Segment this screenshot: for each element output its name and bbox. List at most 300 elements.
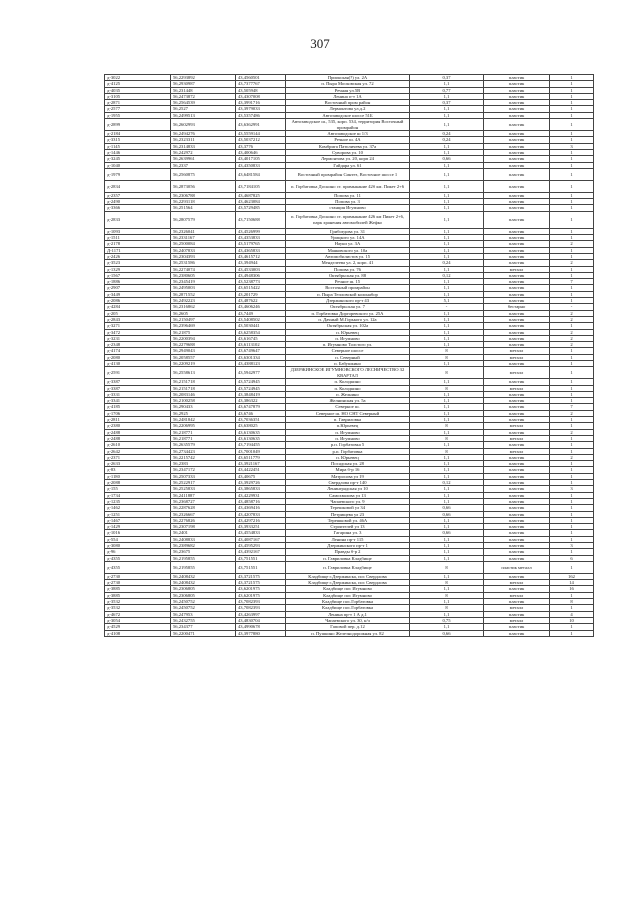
cell-count: 1 [550, 360, 594, 366]
cell-site-code: д-3231 [105, 335, 171, 341]
cell-volume: 1,1 [410, 335, 484, 341]
cell-latitude: 56,2408432 [171, 580, 236, 586]
cell-longitude: 43,4990678 [236, 624, 286, 630]
cell-material: пластик [484, 454, 550, 460]
cell-address: Гагарина ул. 3 [286, 530, 410, 536]
cell-site-code: д-554 [105, 536, 171, 542]
cell-longitude: 43,6511779 [236, 454, 286, 460]
cell-address: Речное ш. 15 [286, 279, 410, 285]
cell-count: 1 [550, 192, 594, 198]
cell-address: п. Гавриловка Кладбище [286, 561, 410, 573]
cell-longitude: 43,7449 [236, 310, 286, 316]
cell-count: 1 [550, 624, 594, 630]
cell-site-code: д-2833 [105, 211, 171, 228]
cell-longitude: 43,6201975 [236, 586, 286, 592]
cell-latitude: 56,251564 [171, 205, 236, 211]
cell-count: 1 [550, 417, 594, 423]
cell-latitude: 56,2368727 [171, 498, 236, 504]
cell-longitude: 43,4858716 [236, 498, 286, 504]
cell-site-code: д-1016 [105, 530, 171, 536]
cell-count: 2 [550, 335, 594, 341]
cell-site-code: д-1180 [105, 473, 171, 479]
table-body [105, 75, 594, 637]
cell-address: Восточный промрайон Синтез, Восточное шоссе 1 [286, 168, 410, 180]
cell-count: 1 [550, 298, 594, 304]
cell-material: пластик [484, 310, 550, 316]
cell-material: пластик [484, 599, 550, 605]
table-row [105, 241, 594, 247]
cell-latitude: 56,2411887 [171, 492, 236, 498]
cell-latitude: 56,2323311 [171, 137, 236, 143]
cell-count: 1 [550, 137, 594, 143]
cell-longitude: 43,7036351 [236, 417, 286, 423]
cell-volume: 8 [410, 348, 484, 354]
cell-volume: 8 [410, 367, 484, 379]
table-row [105, 260, 594, 266]
cell-material: металл [484, 592, 550, 598]
cell-material: пластик [484, 442, 550, 448]
table-row [105, 279, 594, 285]
cell-volume: 1,1 [410, 342, 484, 348]
cell-site-code: д-3532 [105, 605, 171, 611]
table-row [105, 266, 594, 272]
cell-volume: 1,1 [410, 199, 484, 205]
cell-volume: 1,1 [410, 228, 484, 234]
cell-longitude: 43,4229931 [236, 492, 286, 498]
cell-latitude: 56,2151718 [171, 385, 236, 391]
cell-material: пластик [484, 549, 550, 555]
cell-address: станция Игумново [286, 205, 410, 211]
cell-volume: 8 [410, 448, 484, 454]
cell-longitude: 43,4687825 [236, 192, 286, 198]
cell-volume: 1,1 [410, 291, 484, 297]
container-sites-table [104, 74, 594, 637]
cell-longitude: 43,5559144 [236, 131, 286, 137]
cell-material: пластик [484, 298, 550, 304]
cell-site-code: д-3885 [105, 592, 171, 598]
cell-latitude: 56,2337 [171, 162, 236, 168]
cell-latitude: 56,2195855 [171, 555, 236, 561]
cell-count: 2 [550, 342, 594, 348]
cell-material: пластик [484, 205, 550, 211]
cell-site-code: д-4130 [105, 360, 171, 366]
cell-latitude: 56,2150497 [171, 316, 236, 322]
cell-longitude: 43,4388123 [236, 360, 286, 366]
cell-latitude: 56,2450752 [171, 605, 236, 611]
cell-count: 1 [550, 81, 594, 87]
cell-count: - [550, 304, 594, 310]
cell-volume: 1,1 [410, 241, 484, 247]
cell-latitude: 56,2450752 [171, 599, 236, 605]
cell-material: пластик [484, 87, 550, 93]
cell-count: 1 [550, 235, 594, 241]
cell-site-code: д-2907 [105, 285, 171, 291]
cell-address: Чапаевского ул. 30, к/ч [286, 617, 410, 623]
cell-longitude: 43,4350833 [236, 162, 286, 168]
cell-material: пластик [484, 272, 550, 278]
cell-longitude: 43,6113102 [236, 342, 286, 348]
cell-count: 1 [550, 272, 594, 278]
cell-material: пластик [484, 112, 550, 118]
table-row [105, 404, 594, 410]
cell-address: Кладбище пос Игумново [286, 586, 410, 592]
cell-material: пластик [484, 192, 550, 198]
cell-latitude: 56,2314833 [171, 143, 236, 149]
cell-latitude: 56,2639961 [171, 156, 236, 162]
cell-longitude: 43,4365833 [236, 247, 286, 253]
table-row [105, 156, 594, 162]
cell-volume: 0,66 [410, 630, 484, 636]
cell-address: Лермонтова ул.д.2 [286, 106, 410, 112]
cell-material: пластик [484, 285, 550, 291]
cell-longitude: 43,5729485 [236, 205, 286, 211]
cell-latitude: 56,2925 [171, 410, 236, 416]
cell-latitude: 56,2560875 [171, 168, 236, 180]
cell-volume: 0,12 [410, 480, 484, 486]
table-row [105, 119, 594, 131]
cell-latitude: 56,2407833 [171, 247, 236, 253]
cell-latitude: 56,2396469 [171, 323, 236, 329]
cell-longitude: 43,5408502 [236, 316, 286, 322]
cell-latitude: 56,231448 [171, 87, 236, 93]
cell-latitude: 56,2306805 [171, 586, 236, 592]
cell-site-code: д-1235 [105, 498, 171, 504]
cell-address: Ленина п-т 1А [286, 93, 410, 99]
cell-latitude: 56,2494276 [171, 131, 236, 137]
cell-volume: 1,1 [410, 285, 484, 291]
cell-latitude: 56,2058557 [171, 354, 236, 360]
table-row [105, 354, 594, 360]
cell-site-code: д-2080 [105, 354, 171, 360]
table-row [105, 573, 594, 579]
cell-count: 1 [550, 162, 594, 168]
cell-material: пластик [484, 316, 550, 322]
cell-volume: 8 [410, 605, 484, 611]
cell-volume: 0,24 [410, 260, 484, 266]
cell-latitude: 56,2871552 [171, 291, 236, 297]
table-row [105, 180, 594, 192]
cell-material: пластик [484, 586, 550, 592]
cell-count: 1 [550, 367, 594, 379]
table-row [105, 106, 594, 112]
cell-site-code: д-4355 [105, 561, 171, 573]
cell-latitude: 56,2326041 [171, 228, 236, 234]
cell-volume: 1,1 [410, 168, 484, 180]
cell-longitude: 43,7184105 [236, 180, 286, 192]
cell-volume: 1,1 [410, 498, 484, 504]
cell-latitude: 56,2200471 [171, 630, 236, 636]
table-row [105, 498, 594, 504]
table-row [105, 592, 594, 598]
cell-longitude: 43,6258354 [236, 329, 286, 335]
table-row [105, 435, 594, 441]
cell-latitude: 56,2151718 [171, 379, 236, 385]
cell-address: Речное ш. 4А [286, 137, 410, 143]
cell-material: металл [484, 354, 550, 360]
cell-latitude: 56,2473872 [171, 93, 236, 99]
cell-material: пластик [484, 467, 550, 473]
cell-longitude: 43,6362991 [236, 119, 286, 131]
cell-material: металл [484, 605, 550, 611]
table-row [105, 298, 594, 304]
cell-longitude: 43,4017105 [236, 156, 286, 162]
cell-longitude: 43,751551 [236, 555, 286, 561]
cell-latitude: 56,2873056 [171, 180, 236, 192]
cell-site-code: д-3331 [105, 391, 171, 397]
cell-site-code: Д-1171 [105, 247, 171, 253]
cell-volume: 1,1 [410, 180, 484, 192]
cell-material: пластик [484, 329, 550, 335]
table-row [105, 235, 594, 241]
table-row [105, 505, 594, 511]
table-row [105, 467, 594, 473]
cell-material: пластик [484, 100, 550, 106]
table-row [105, 480, 594, 486]
cell-latitude: 56,290433 [171, 404, 236, 410]
cell-count: 2 [550, 241, 594, 247]
cell-site-code: д-4672 [105, 611, 171, 617]
cell-longitude: 43,400646 [236, 149, 286, 155]
cell-address: п. Северный [286, 354, 410, 360]
cell-count: 1 [550, 119, 594, 131]
cell-count: 4 [550, 611, 594, 617]
cell-longitude: 43,3921167 [236, 461, 286, 467]
cell-count: 1 [550, 379, 594, 385]
table-row [105, 511, 594, 517]
cell-volume: 1,1 [410, 429, 484, 435]
cell-longitude: 43,3979033 [236, 106, 286, 112]
cell-latitude: 56,2304393 [171, 253, 236, 259]
cell-material: металл [484, 348, 550, 354]
cell-material: пластик [484, 131, 550, 137]
cell-site-code: д-3387 [105, 385, 171, 391]
cell-latitude: 56,2293892 [171, 75, 236, 81]
cell-latitude: 56,2481842 [171, 417, 236, 423]
table-row [105, 75, 594, 81]
table-row [105, 398, 594, 404]
cell-material: пластик [484, 279, 550, 285]
cell-volume: 1,1 [410, 624, 484, 630]
cell-count: 1 [550, 75, 594, 81]
table-row [105, 543, 594, 549]
cell-latitude: 56,2331167 [171, 235, 236, 241]
cell-material: пластик [484, 573, 550, 579]
cell-site-code: д-2088 [105, 480, 171, 486]
cell-latitude: 56,2507333 [171, 473, 236, 479]
cell-latitude: 56,2734423 [171, 448, 236, 454]
cell-site-code: д-1145 [105, 143, 171, 149]
cell-material: пластик [484, 555, 550, 561]
cell-volume: 1,1 [410, 492, 484, 498]
cell-address: Матросова ул 19 [286, 473, 410, 479]
cell-latitude: 56,218771 [171, 435, 236, 441]
cell-volume: 1,1 [410, 106, 484, 112]
cell-longitude: 43,4560501 [236, 75, 286, 81]
cell-latitude: 56,2383 [171, 461, 236, 467]
cell-address: Лермонтова ул. 20, корп 24 [286, 156, 410, 162]
cell-site-code: д-2730 [105, 573, 171, 579]
cell-longitude: 43,6201975 [236, 592, 286, 598]
cell-material: пластик [484, 180, 550, 192]
cell-site-code: д-1093 [105, 228, 171, 234]
cell-address: п. Бабушкино [286, 360, 410, 366]
table-row [105, 429, 594, 435]
cell-site-code: д-2577 [105, 106, 171, 112]
cell-latitude: 56,234377 [171, 624, 236, 630]
cell-material: пластик [484, 630, 550, 636]
cell-material: пластик [484, 524, 550, 530]
cell-material: пластик [484, 536, 550, 542]
cell-count: 1 [550, 253, 594, 259]
cell-address: Урицкого ул. 14А [286, 235, 410, 241]
cell-volume: 8 [410, 592, 484, 598]
cell-longitude: 43,7377767 [236, 81, 286, 87]
cell-latitude: 56,2807579 [171, 211, 236, 228]
cell-longitude: 43,7001049 [236, 448, 286, 454]
cell-volume: 1,1 [410, 404, 484, 410]
cell-material: пластик [484, 106, 550, 112]
cell-count: 1 [550, 180, 594, 192]
cell-longitude: 43,505948 [236, 87, 286, 93]
cell-longitude: 43,5724945 [236, 385, 286, 391]
cell-longitude: 43,4392167 [236, 549, 286, 555]
cell-count: 10 [550, 617, 594, 623]
cell-count: 6 [550, 555, 594, 561]
cell-address: Желнинская ул. 5а [286, 398, 410, 404]
cell-volume: 1,1 [410, 266, 484, 272]
cell-site-code: д-1955 [105, 112, 171, 118]
cell-count: 1 [550, 354, 594, 360]
cell-latitude: 56,2274074 [171, 266, 236, 272]
cell-count: 1 [550, 630, 594, 636]
cell-address: п. Колодкино [286, 385, 410, 391]
cell-longitude: 43,6746 [236, 410, 286, 416]
cell-longitude: 43,5179765 [236, 241, 286, 247]
cell-site-code: д-2843 [105, 316, 171, 322]
cell-material: пластик [484, 211, 550, 228]
cell-count: 1 [550, 205, 594, 211]
cell-longitude: 43,7082393 [236, 599, 286, 605]
cell-material: пластик [484, 498, 550, 504]
cell-longitude: 43,6130635 [236, 429, 286, 435]
cell-volume: 1,1 [410, 149, 484, 155]
cell-count: 1 [550, 423, 594, 429]
cell-longitude: 43,5357486 [236, 112, 286, 118]
cell-longitude: 43,3865833 [236, 486, 286, 492]
cell-count: 1 [550, 605, 594, 611]
cell-material: пластик [484, 323, 550, 329]
cell-address: Автозаводское ш 1/3 [286, 131, 410, 137]
cell-site-code: д-2899 [105, 119, 171, 131]
cell-address: п. Горбатовка Доскино ст. примыкание 426 км Пикет 2+6, парк хранения автомобилей Жефко [286, 211, 410, 228]
cell-site-code: д-2834 [105, 180, 171, 192]
cell-address: Грибоедова ул. 31 [286, 228, 410, 234]
table-row [105, 316, 594, 322]
cell-latitude: 56,2276826 [171, 517, 236, 523]
cell-longitude: 43,7082393 [236, 605, 286, 611]
cell-address: Петрищева ул 23 [286, 511, 410, 517]
cell-longitude: 43,6481584 [236, 168, 286, 180]
cell-longitude: 43,3721575 [236, 580, 286, 586]
cell-address: п. Гавриловка [286, 417, 410, 423]
cell-site-code: д-2488 [105, 429, 171, 435]
cell-address: п. Гавриловка Кладбище [286, 555, 410, 561]
cell-volume: 0,66 [410, 530, 484, 536]
table-row [105, 580, 594, 586]
cell-volume: 0,75 [410, 617, 484, 623]
cell-volume: 0,66 [410, 156, 484, 162]
table-row [105, 87, 594, 93]
cell-site-code: д-2730 [105, 580, 171, 586]
cell-count: 2 [550, 454, 594, 460]
cell-latitude: 56,2408833 [171, 536, 236, 542]
cell-material: металл [484, 448, 550, 454]
cell-site-code: д-1979 [105, 168, 171, 180]
cell-volume: 1,1 [410, 536, 484, 542]
cell-address: Строителей ул 13 [286, 524, 410, 530]
cell-address: Посадская ул. 28 [286, 461, 410, 467]
cell-longitude: 43,5030441 [236, 323, 286, 329]
cell-count: 1 [550, 473, 594, 479]
table-row [105, 605, 594, 611]
cell-material: пластик металл [484, 561, 550, 573]
cell-volume: 1,1 [410, 253, 484, 259]
cell-volume: 0,37 [410, 75, 484, 81]
table-row [105, 323, 594, 329]
table-row [105, 473, 594, 479]
cell-count: 3 [550, 143, 594, 149]
cell-material: пластик [484, 137, 550, 143]
cell-longitude: 43,3933251 [236, 524, 286, 530]
cell-site-code: д-3532 [105, 599, 171, 605]
cell-count: 8 [550, 599, 594, 605]
cell-material: пластик [484, 404, 550, 410]
cell-address: Дзержинского пр-т 1 [286, 543, 410, 549]
cell-address: Ленинградская ул 10 [286, 486, 410, 492]
cell-count: 1 [550, 348, 594, 354]
cell-volume: 0,12 [410, 272, 484, 278]
cell-volume: 1,1 [410, 442, 484, 448]
cell-longitude: 43,4554833 [236, 530, 286, 536]
cell-address: Самохвалова ул 13 [286, 492, 410, 498]
cell-address: Восточный промрайон [286, 285, 410, 291]
cell-count: 1 [550, 480, 594, 486]
table-row [105, 143, 594, 149]
cell-site-code: д-3022 [105, 75, 171, 81]
cell-latitude: 56,2389682 [171, 543, 236, 549]
cell-site-code: д-2610 [105, 442, 171, 448]
cell-material: металл [484, 423, 550, 429]
cell-longitude: 43,3977880 [236, 630, 286, 636]
cell-address: Дзержинского пр-т 43 [286, 298, 410, 304]
cell-site-code: д-3054 [105, 617, 171, 623]
cell-site-code: д-3105 [105, 93, 171, 99]
cell-longitude: 43,4595293 [236, 543, 286, 549]
cell-site-code: д-2178 [105, 241, 171, 247]
cell-latitude: 56,2499513 [171, 112, 236, 118]
cell-volume: 1,1 [410, 329, 484, 335]
cell-count: 1 [550, 536, 594, 542]
table-row [105, 291, 594, 297]
cell-count: 1 [550, 112, 594, 118]
cell-address: п. Горбатовка Доскино ст. примыкание 42б км. Пикет 2+6 [286, 180, 410, 192]
cell-latitude: 56,2209219 [171, 360, 236, 366]
cell-longitude: 43,5942977 [236, 367, 286, 379]
cell-volume: 1,1 [410, 391, 484, 397]
cell-material: пластик [484, 149, 550, 155]
cell-count: 1 [550, 285, 594, 291]
cell-volume: 0,66 [410, 505, 484, 511]
